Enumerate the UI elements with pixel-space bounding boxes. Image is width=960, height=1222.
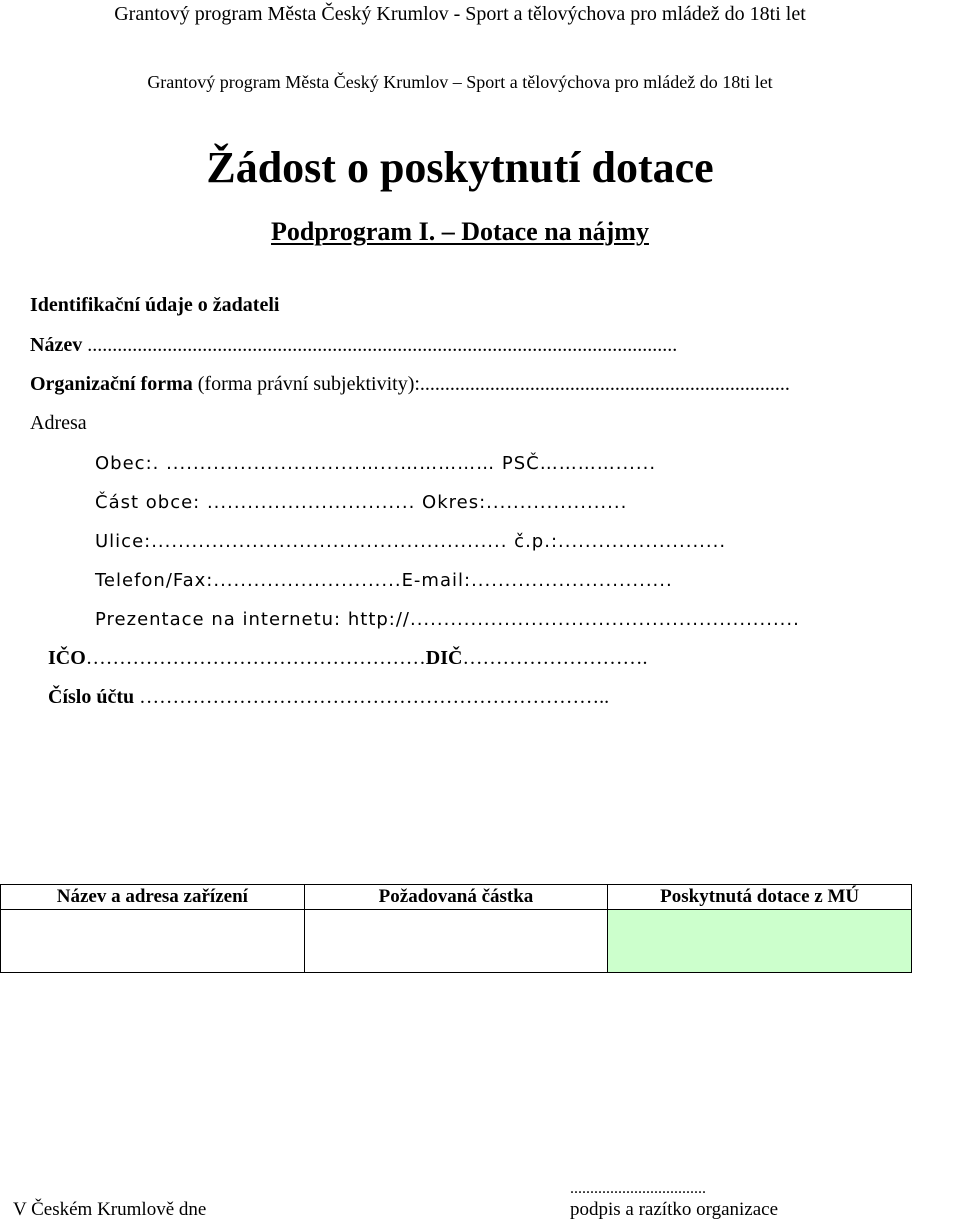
ico-label: IČO [48, 647, 86, 669]
field-organizacni-forma [30, 373, 790, 396]
nazev-label: Název [30, 334, 83, 356]
field-obec-psc: Obec:. .............................…...…………… PSČ…………...... [95, 453, 657, 474]
field-ulice-cp: Ulice:..................................................... č.p.:......................... [95, 531, 727, 552]
adresa-label: Adresa [30, 412, 87, 434]
col-header-nazev: Název a adresa zařízení [1, 885, 305, 910]
dic-label: DIČ [425, 647, 463, 669]
running-header: Grantový program Města Český Krumlov - Sport a tělovýchova pro mládež do 18ti let [114, 3, 806, 25]
field-ico-dic [48, 647, 647, 670]
nazev-dots: ...................................................................................................................... [87, 334, 678, 356]
page-subtitle [0, 217, 920, 247]
signature-label: podpis a razítko organizace [570, 1199, 779, 1220]
field-nazev [30, 334, 677, 357]
table-header-row [1, 885, 912, 910]
page-title: Žádost o poskytnutí dotace [206, 143, 714, 192]
org-label: Organizační forma [30, 373, 193, 395]
field-cislo-uctu [48, 686, 609, 709]
org-dots: .......................................................................... [419, 373, 790, 395]
section-heading: Identifikační údaje o žadateli [30, 294, 280, 316]
field-web: Prezentace na internetu: http://.......................................................... [95, 609, 800, 630]
dic-dots: ………………………. [462, 647, 648, 669]
field-cast-obce-okres: Část obce: ............................... Okres:..................... [95, 492, 628, 513]
ucet-label: Číslo účtu [48, 686, 135, 708]
grant-table [0, 884, 912, 973]
ucet-dots: …………………………………………………………….. [139, 686, 610, 708]
signature-line: .................................. [570, 1180, 706, 1197]
subtitle-text: Podprogram I. – Dotace na nájmy [271, 217, 649, 246]
col-header-poskytnuta: Poskytnutá dotace z MÚ [608, 885, 912, 910]
cell-poskytnuta-dotace [608, 910, 912, 973]
field-telefon-email: Telefon/Fax:............................E-mail:.............................. [95, 570, 673, 591]
place-date: V Českém Krumlově dne [13, 1199, 207, 1220]
document-header: Grantový program Města Český Krumlov – Sport a tělovýchova pro mládež do 18ti let [147, 72, 773, 92]
table-row [1, 910, 912, 973]
cell-nazev-adresa[interactable] [1, 910, 305, 973]
org-note: (forma právní subjektivity): [192, 373, 420, 395]
cell-pozadovana-castka[interactable] [304, 910, 608, 973]
col-header-pozadovana: Požadovaná částka [304, 885, 608, 910]
ico-dots: …………………………………………… [85, 647, 426, 669]
